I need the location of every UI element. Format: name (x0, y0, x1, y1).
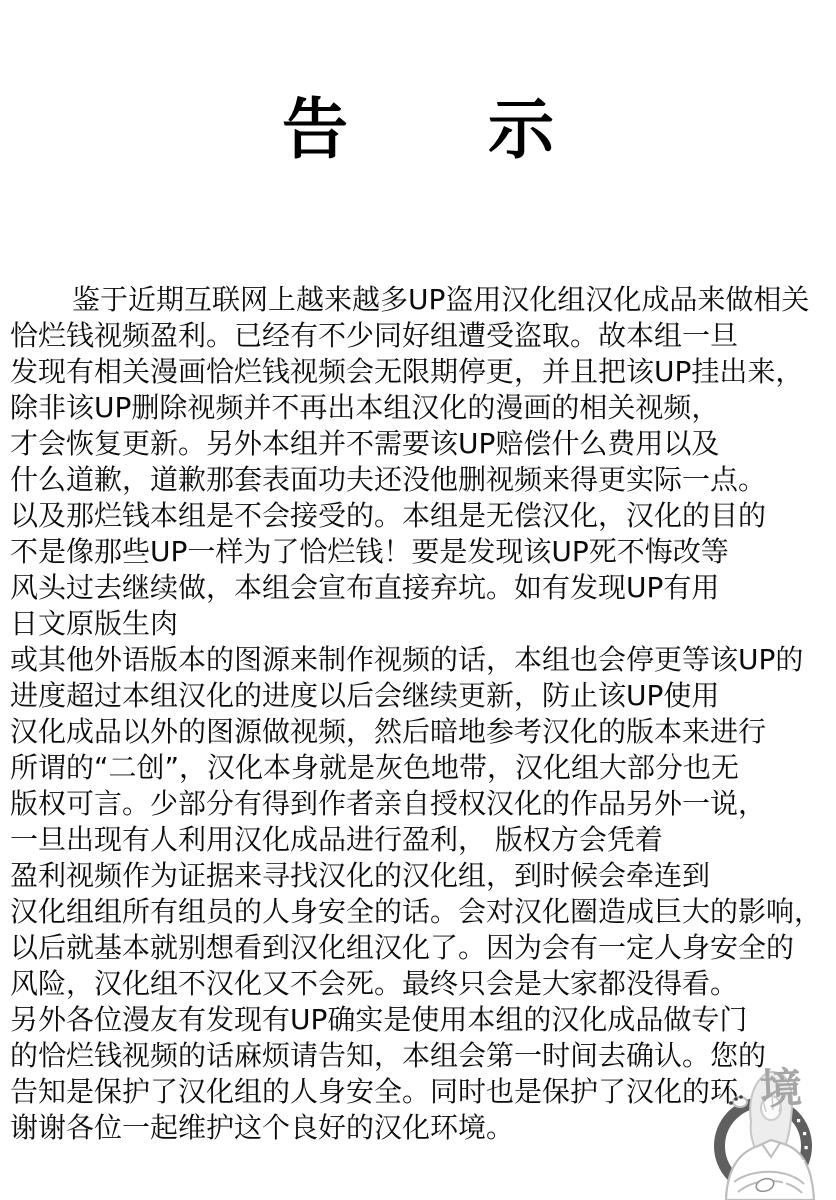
notice-line-8: 不是像那些UP一样为了恰烂钱！要是发现该UP死不悔改等 (10, 535, 729, 568)
notice-line-16: 一旦出现有人利用汉化成品进行盈利， 版权方会凭着 (10, 823, 663, 856)
notice-line-19: 以后就基本就别想看到汉化组汉化了。因为会有一定人身安全的 (10, 931, 795, 964)
notice-line-4: 除非该UP删除视频并不再出本组汉化的漫画的相关视频， (10, 391, 720, 424)
overlap-char-jing: 境 (758, 1062, 804, 1115)
notice-line-15: 版权可言。少部分有得到作者亲自授权汉化的作品另外一说， (10, 787, 767, 820)
notice-line-11: 或其他外语版本的图源来制作视频的话，本组也会停更等该UP的 (10, 643, 804, 676)
notice-line-14: 所谓的“二创”，汉化本身就是灰色地带，汉化组大部分也无 (10, 751, 740, 784)
notice-line-18: 汉化组组所有组员的人身安全的话。会对汉化圈造成巨大的影响， (10, 895, 823, 928)
notice-line-1: 鉴于近期互联网上越来越多UP盗用汉化组汉化成品来做相关 (72, 283, 810, 316)
notice-line-3: 发现有相关漫画恰烂钱视频会无限期停更，并且把该UP挂出来， (10, 355, 804, 388)
notice-line-12: 进度超过本组汉化的进度以后会继续更新，防止该UP使用 (10, 679, 720, 712)
notice-line-13: 汉化成品以外的图源做视频，然后暗地参考汉化的版本来进行 (10, 715, 767, 748)
notice-line-17: 盈利视频作为证据来寻找汉化的汉化组，到时候会牵连到 (10, 859, 711, 892)
notice-line-2: 恰烂钱视频盈利。已经有不少同好组遭受盗取。故本组一旦 (10, 319, 739, 352)
notice-line-24: 谢谢各位一起维护这个良好的汉化环境。 (10, 1111, 515, 1144)
notice-line-20: 风险，汉化组不汉化又不会死。最终只会是大家都没得看。 (10, 967, 739, 1000)
notice-line-23: 告知是保护了汉化组的人身安全。同时也是保护了汉化的环 (10, 1075, 739, 1108)
notice-body (10, 282, 836, 1146)
title-char-right: 示 (488, 91, 554, 169)
notice-line-9: 风头过去继续做，本组会宣布直接弃坑。如有发现UP有用 (10, 571, 720, 604)
notice-line-10: 日文原版生肉 (10, 607, 179, 640)
notice-line-21: 另外各位漫友有发现有UP确实是使用本组的汉化成品做专门 (10, 1003, 748, 1036)
notice-line-5: 才会恢复更新。另外本组并不需要该UP赔偿什么费用以及 (10, 427, 720, 460)
notice-line-22: 的恰烂钱视频的话麻烦请告知，本组会第一时间去确认。您的 (10, 1039, 767, 1072)
notice-line-7: 以及那烂钱本组是不会接受的。本组是无偿汉化，汉化的目的 (10, 499, 767, 532)
notice-line-6: 什么道歉，道歉那套表面功夫还没他删视频来得更实际一点。 (10, 463, 767, 496)
title-char-left: 告 (282, 91, 348, 169)
page-title (0, 90, 836, 169)
